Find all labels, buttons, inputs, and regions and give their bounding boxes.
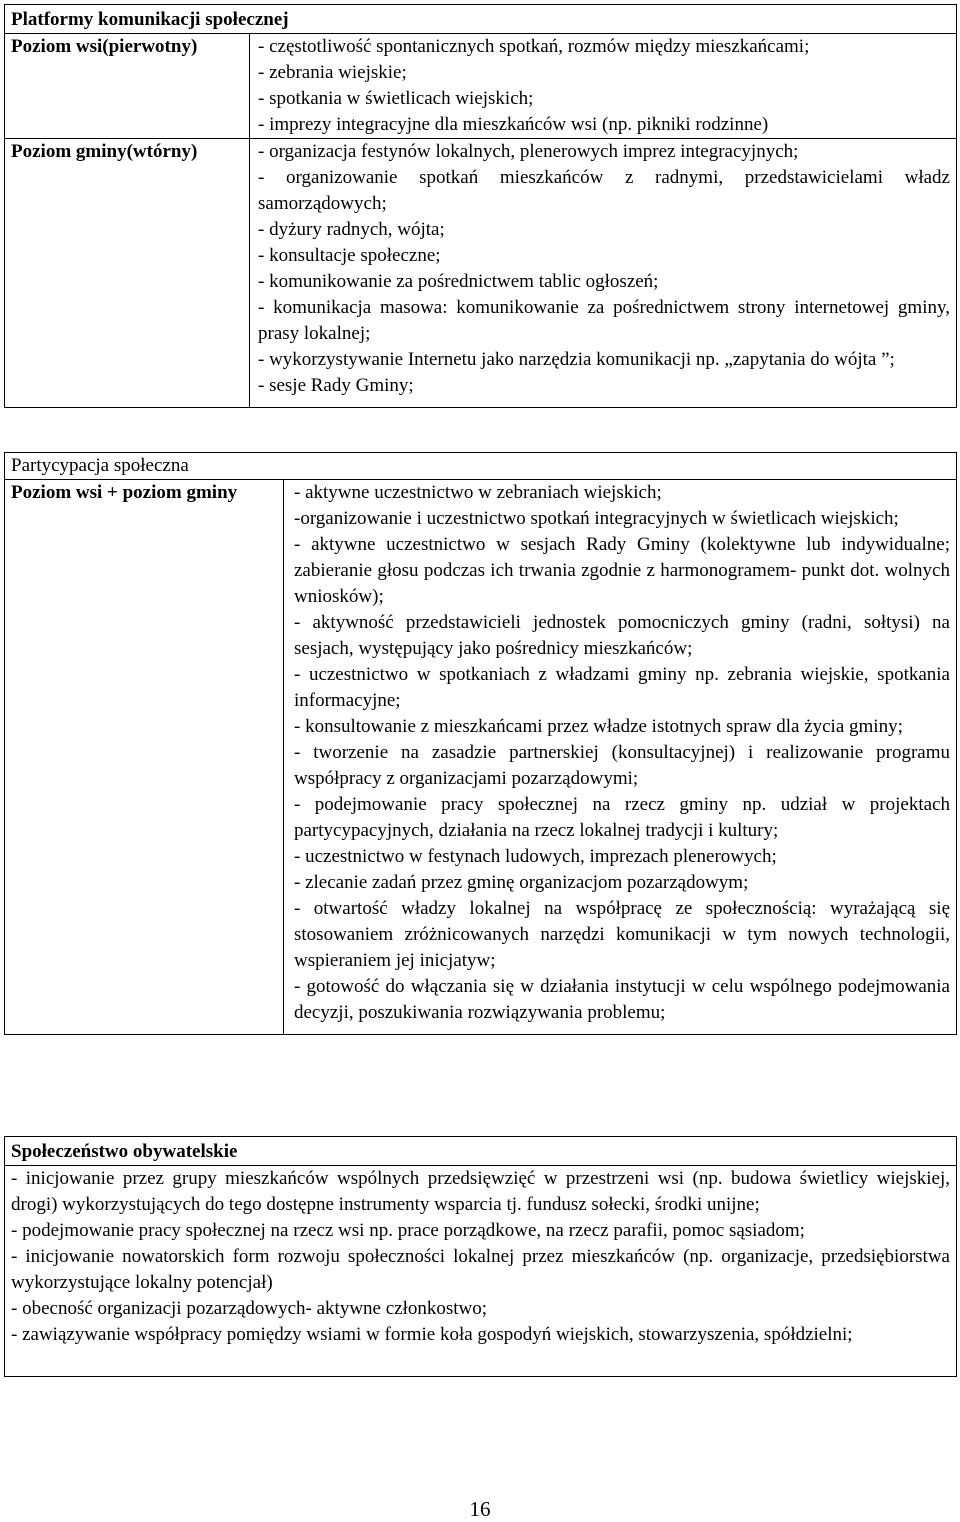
row-content-village-level — [250, 34, 957, 139]
row-label-village-level: Poziom wsi(pierwotny) — [5, 34, 250, 139]
list-item: - tworzenie na zasadzie partnerskiej (konsultacyjnej) i realizowanie programu współpracy z organizacjami pozarządowymi; — [294, 742, 950, 789]
list-item: - inicjowanie nowatorskich form rozwoju społeczności lokalnej przez mieszkańców (np. organizacje, przedsiębiorstwa wykorzystujące lokalny potencjał) — [11, 1246, 950, 1293]
list-item: - obecność organizacji pozarządowych- aktywne członkostwo; — [11, 1298, 488, 1319]
communication-platforms-table — [4, 4, 957, 408]
section-title-communication: Platformy komunikacji społecznej — [5, 5, 957, 34]
list-item: - sesje Rady Gminy; — [258, 375, 414, 396]
list-item: - zawiązywanie współpracy pomiędzy wsiami w formie koła gospodyń wiejskich, stowarzyszenia, spółdzielni; — [11, 1324, 853, 1345]
list-item: - gotowość do włączania się w działania instytucji w celu wspólnego podejmowania decyzji, poszukiwania rozwiązywania problemu; — [294, 976, 950, 1023]
list-item: - uczestnictwo w spotkaniach z władzami gminy np. zebrania wiejskie, spotkania informacyjne; — [294, 664, 950, 711]
list-item: - zlecanie zadań przez gminę organizacjom pozarządowym; — [294, 872, 749, 893]
table-row — [5, 480, 957, 1035]
social-participation-table — [4, 452, 957, 1035]
page-number: 16 — [469, 1497, 491, 1521]
list-item: - dyżury radnych, wójta; — [258, 219, 445, 240]
list-item: - komunikowanie za pośrednictwem tablic ogłoszeń; — [258, 271, 659, 292]
section-title-civil-society: Społeczeństwo obywatelskie — [5, 1137, 957, 1166]
table-row — [5, 139, 957, 408]
section-title-participation: Partycypacja społeczna — [5, 453, 957, 480]
list-item: - konsultowanie z mieszkańcami przez władze istotnych spraw dla życia gminy; — [294, 716, 903, 737]
row-label-commune-level: Poziom gminy(wtórny) — [5, 139, 250, 408]
list-item: -organizowanie i uczestnictwo spotkań integracyjnych w świetlicach wiejskich; — [294, 508, 899, 529]
list-item: - inicjowanie przez grupy mieszkańców wspólnych przedsięwzięć w przestrzeni wsi (np. budowa świetlicy wiejskiej, drogi) wykorzystujących do tego dostępne instrumenty wsparcia tj. fundusz sołecki, środki unijne; — [11, 1168, 950, 1215]
list-item: - organizowanie spotkań mieszkańców z radnymi, przedstawicielami władz samorządowych; — [258, 167, 950, 214]
table-row — [5, 1166, 957, 1377]
list-item: - podejmowanie pracy społecznej na rzecz wsi np. prace porządkowe, na rzecz parafii, pomoc sąsiadom; — [11, 1220, 805, 1241]
row-content-participation — [284, 480, 957, 1035]
list-item: - konsultacje społeczne; — [258, 245, 441, 266]
list-item: - organizacja festynów lokalnych, plenerowych imprez integracyjnych; — [258, 141, 799, 162]
list-item: - komunikacja masowa: komunikowanie za pośrednictwem strony internetowej gminy, prasy lokalnej; — [258, 297, 950, 344]
list-item: - imprezy integracyjne dla mieszkańców wsi (np. pikniki rodzinne) — [258, 114, 769, 135]
list-item: - uczestnictwo w festynach ludowych, imprezach plenerowych; — [294, 846, 777, 867]
row-label-village-commune: Poziom wsi + poziom gminy — [5, 480, 284, 1035]
list-item: - otwartość władzy lokalnej na współpracę ze społecznością: wyrażającą się stosowaniem zróżnicowanych narzędzi komunikacji w tym nowych technologii, wspieraniem jej inicjatyw; — [294, 898, 950, 971]
row-content-commune-level — [250, 139, 957, 408]
list-item: - aktywne uczestnictwo w zebraniach wiejskich; — [294, 482, 662, 503]
table-row — [5, 34, 957, 139]
list-item: - aktywne uczestnictwo w sesjach Rady Gminy (kolektywne lub indywidualne; zabieranie głosu podczas ich trwania zgodnie z harmonogramem- punkt dot. wolnych wniosków); — [294, 534, 950, 607]
list-item: - wykorzystywanie Internetu jako narzędzia komunikacji np. „zapytania do wójta ”; — [258, 349, 895, 370]
list-item: - podejmowanie pracy społecznej na rzecz gminy np. udział w projektach partycypacyjnych, działania na rzecz lokalnej tradycji i kultury; — [294, 794, 950, 841]
civil-society-table — [4, 1136, 957, 1377]
list-item: - zebrania wiejskie; — [258, 62, 407, 83]
list-item: - spotkania w świetlicach wiejskich; — [258, 88, 534, 109]
list-item: - częstotliwość spontanicznych spotkań, rozmów między mieszkańcami; — [258, 36, 810, 57]
list-item: - aktywność przedstawicieli jednostek pomocniczych gminy (radni, sołtysi) na sesjach, występujący jako pośrednicy mieszkańców; — [294, 612, 950, 659]
row-content-civil-society — [5, 1166, 957, 1377]
